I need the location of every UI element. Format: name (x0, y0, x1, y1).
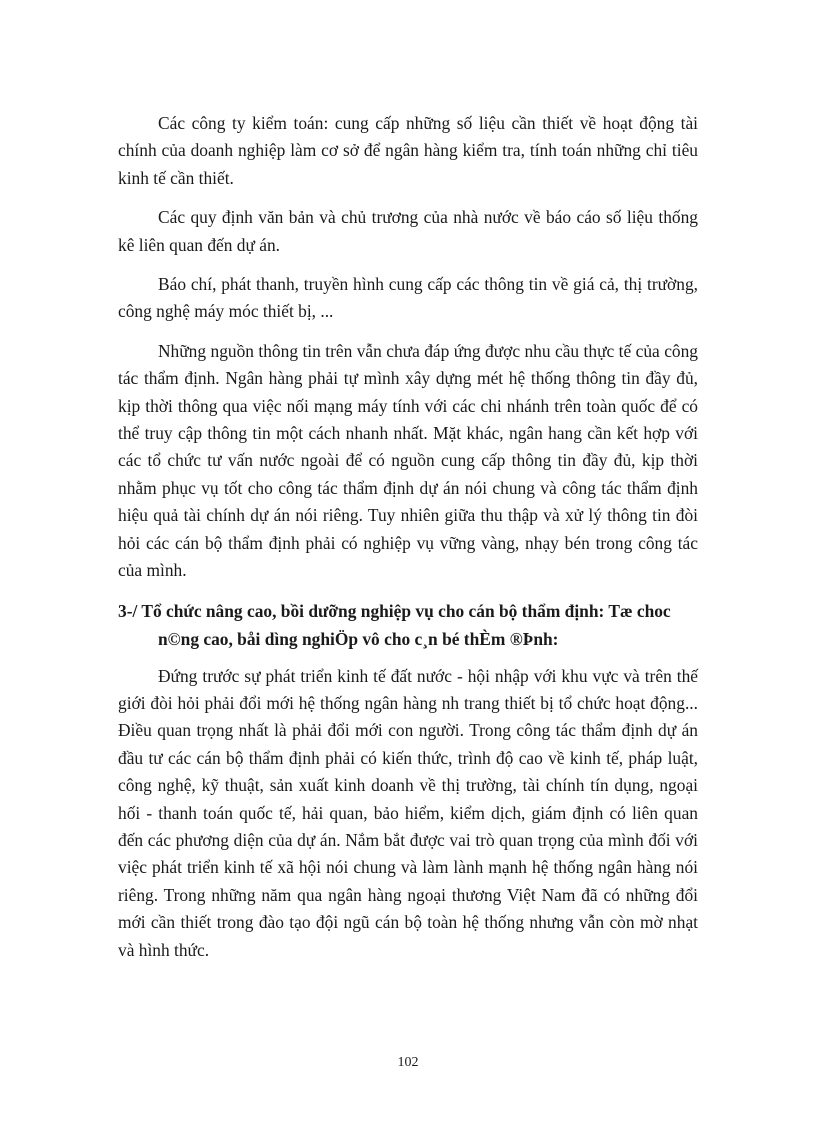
paragraph-state-regulations: Các quy định văn bản và chủ trương của nhà nước về báo cáo số liệu thống kê liên quan đến dự án. (118, 207, 698, 255)
section-heading: 3-/ Tổ chức nâng cao, bồi dưỡng nghiệp vụ cho cán bộ thẩm định: Tæ choc n©ng cao, båi dìng nghiÖp vô cho c¸n bé thÈm ®Þnh: (118, 600, 671, 649)
paragraph-staff-training: Đứng trước sự phát triển kinh tế đất nước - hội nhập với khu vực và trên thế giới đòi hỏi phải đổi mới hệ thống ngân hàng nh trang thiết bị tổ chức hoạt động... Điều quan trọng nhất là phải đổi mới con người. Trong công tác thẩm định dự án đầu tư các cán bộ thẩm định phải có kiến thức, trình độ cao về kinh tế, pháp luật, công nghệ, kỹ thuật, sản xuất kinh doanh về thị trường, tài chính tín dụng, ngoại hối - thanh toán quốc tế, hải quan, bảo hiểm, kiểm dịch, giám định có liên quan đến các phương diện của dự án. Nắm bắt được vai trò quan trọng của mình đối với việc phát triển kinh tế xã hội nói chung và làm lành mạnh hệ thống ngân hàng nói riêng. Trong những năm qua ngân hàng ngoại thương Việt Nam đã có những đổi mới cần thiết trong đào tạo đội ngũ cán bộ toàn hệ thống nhưng vẫn còn mờ nhạt và hình thức. (118, 665, 698, 960)
paragraph-media-sources: Báo chí, phát thanh, truyền hình cung cấp các thông tin về giá cả, thị trường, công nghệ máy móc thiết bị, ... (118, 274, 698, 322)
page-content (118, 110, 698, 976)
page-number: 102 (397, 1055, 419, 1070)
paragraph-audit-companies: Các công ty kiểm toán: cung cấp những số liệu cần thiết về hoạt động tài chính của doanh nghiệp làm cơ sở để ngân hàng kiểm tra, tính toán những chỉ tiêu kinh tế cần thiết. (118, 113, 698, 188)
paragraph-information-system: Những nguồn thông tin trên vẫn chưa đáp ứng được nhu cầu thực tế của công tác thẩm định. Ngân hàng phải tự mình xây dựng mét hệ thống thông tin đầy đủ, kịp thời thông qua việc nối mạng máy tính với các chi nhánh trên toàn quốc để có thể truy cập thông tin một cách nhanh nhất. Mặt khác, ngân hang cần kết hợp với các tổ chức tư vấn nước ngoài để có nguồn cung cấp thông tin đầy đủ, kịp thời nhằm phục vụ tốt cho công tác thẩm định dự án nói chung và công tác thẩm định hiệu quả tài chính dự án nói riêng. Tuy nhiên giữa thu thập và xử lý thông tin đòi hỏi các cán bộ thẩm định phải có nghiệp vụ vững vàng, nhạy bén trong công tác của mình. (118, 340, 698, 581)
